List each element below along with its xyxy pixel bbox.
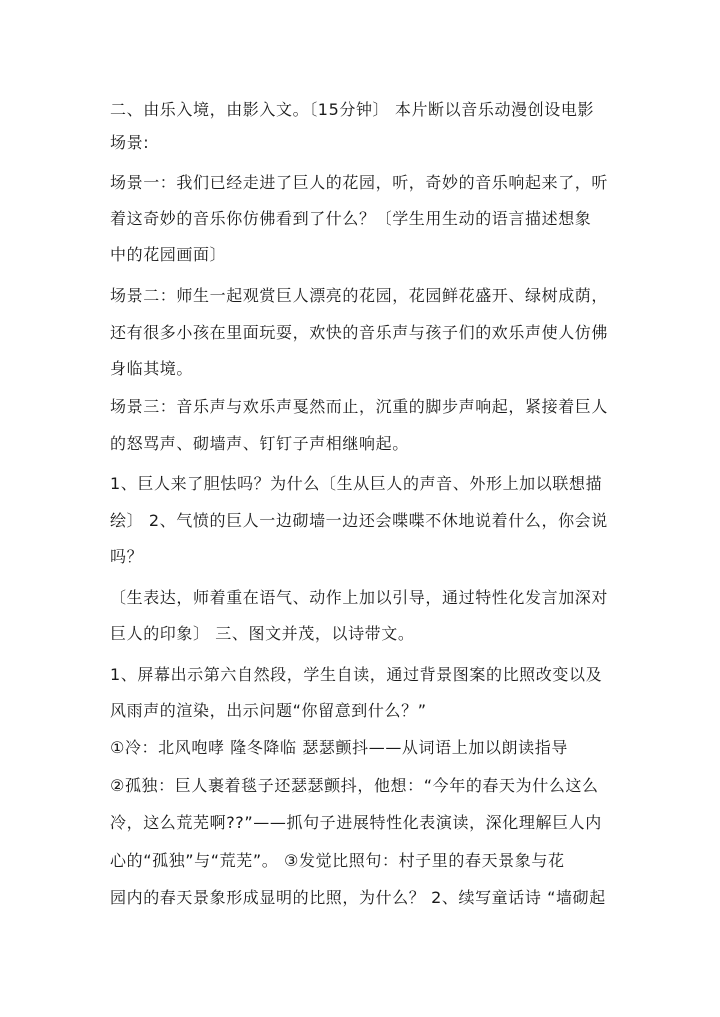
text-line: 场景二：师生一起观赏巨人漂亮的花园，花园鲜花盛开、绿树成荫，: [110, 286, 609, 305]
text-line: 园内的春天景象形成显明的比照，为什么？ 2、续写童话诗 “墙砌起: [110, 888, 606, 907]
text-line: ②孤独：巨人裹着毯子还瑟瑟颤抖，他想：“今年的春天为什么这么: [110, 776, 599, 795]
text-line: 场景一：我们已经走进了巨人的花园，听，奇妙的音乐响起来了，听: [110, 173, 609, 192]
text-line: 场景三：音乐声与欢乐声戛然而止，沉重的脚步声响起，紧接着巨人: [110, 397, 609, 416]
text-line: 场景:: [110, 133, 150, 152]
text-line: 巨人的印象〕 三、图文并茂，以诗带文。: [110, 624, 415, 643]
text-line: 着这奇妙的音乐你仿佛看到了什么？〔学生用生动的语言描述想象: [110, 209, 592, 228]
text-line: ①冷：北风咆哮 隆冬降临 瑟瑟颤抖——从词语上加以朗读指导: [110, 738, 568, 757]
text-line: 冷，这么荒芜啊??”——抓句子进展特性化表演读，深化理解巨人内: [110, 813, 602, 832]
text-line: 1、巨人来了胆怯吗？为什么〔生从巨人的声音、外形上加以联想描: [110, 474, 603, 493]
text-line: 〔生表达，师着重在语气、动作上加以引导，通过特性化发言加深对: [110, 588, 609, 607]
text-line: 的怒骂声、砌墙声、钉钉子声相继响起。: [110, 434, 409, 453]
text-line: 吗？: [110, 547, 144, 566]
text-line: 1、屏幕出示第六自然段，学生自读，通过背景图案的比照改变以及: [110, 665, 603, 684]
text-line: 中的花园画面〕: [110, 245, 227, 264]
text-line: 绘〕 2、气愤的巨人一边砌墙一边还会喋喋不休地说着什么，你会说: [110, 511, 608, 530]
text-line: 还有很多小孩在里面玩耍，欢快的音乐声与孩子们的欢乐声使人仿佛: [110, 323, 609, 342]
text-line: 心的“孤独”与“荒芜”。 ③发觉比照句：村子里的春天景象与花: [110, 851, 565, 870]
text-line: 身临其境。: [110, 359, 194, 378]
text-line: 二、由乐入境，由影入文。〔15分钟〕 本片断以音乐动漫创设电影: [110, 100, 595, 119]
text-line: 风雨声的渲染，出示问题“你留意到什么？”: [110, 701, 427, 720]
